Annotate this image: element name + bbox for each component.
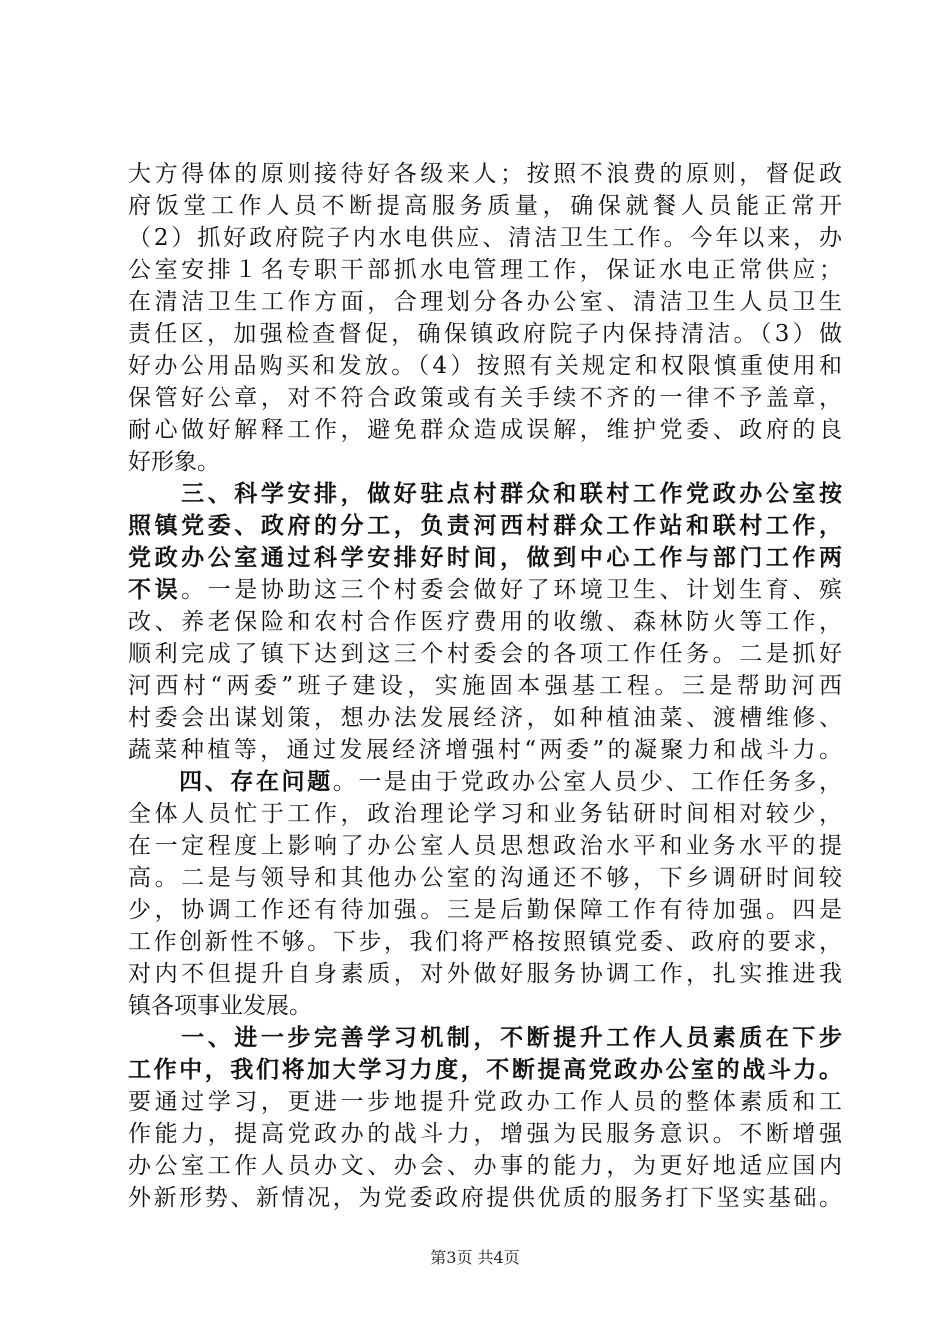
text-segment: 蔬菜种植等，通过发展经济增强村“两委”的凝聚力和战斗力。 — [128, 737, 842, 763]
bold-text-segment: 不误 — [128, 576, 182, 603]
text-segment: （2）抓好政府院子内水电供应、清洁卫生工作。今年以来，办 — [128, 225, 842, 251]
text-line — [128, 414, 842, 446]
text-line — [128, 350, 842, 382]
text-segment: 。一是协助这三个村委会做好了环境卫生、计划生育、殡 — [181, 577, 842, 603]
text-segment: 办公室工作人员办文、办会、办事的能力，为更好地适应国内 — [128, 1153, 842, 1179]
text-segment: 保管好公章，对不符合政策或有关手续不齐的一律不予盖章， — [128, 385, 842, 411]
text-segment: 责任区，加强检查督促，确保镇政府院子内保持清洁。（3）做 — [128, 321, 842, 347]
bold-text-segment: 党政办公室通过科学安排好时间，做到中心工作与部门工作两 — [128, 544, 842, 571]
text-line — [128, 1054, 842, 1086]
page-number-label: 第3页 共4页 — [430, 1248, 520, 1267]
text-line — [128, 926, 842, 958]
text-segment: 好办公用品购买和发放。（4）按照有关规定和权限慎重使用和 — [128, 353, 842, 379]
text-segment: 镇各项事业发展。 — [128, 993, 312, 1019]
text-segment: 要通过学习，更进一步地提升党政办工作人员的整体素质和工 — [128, 1089, 842, 1115]
text-segment: 外新形势、新情况，为党委政府提供优质的服务打下坚实基础。 — [128, 1185, 842, 1211]
text-segment: 府饭堂工作人员不断提高服务质量，确保就餐人员能正常开 — [128, 193, 842, 219]
text-segment: 河西村“两委”班子建设，实施固本强基工程。三是帮助河西 — [128, 673, 842, 699]
text-line — [128, 606, 842, 638]
text-line — [128, 1150, 842, 1182]
text-line — [128, 190, 842, 222]
text-line — [128, 894, 842, 926]
text-segment: 。一是由于党政办公室人员少、工作任务多， — [332, 769, 842, 795]
bold-text-segment: 工作中，我们将加大学习力度，不断提高党政办公室的战斗力。 — [128, 1056, 842, 1083]
text-line — [128, 1022, 842, 1054]
bold-text-segment: 一、进一步完善学习机制，不断提升工作人员素质在下步 — [128, 1024, 842, 1051]
text-line — [128, 1182, 842, 1214]
text-line — [128, 254, 842, 286]
text-line — [128, 862, 842, 894]
text-line — [128, 318, 842, 350]
text-segment: 全体人员忙于工作，政治理论学习和业务钻研时间相对较少， — [128, 801, 842, 827]
text-line — [128, 158, 842, 190]
text-line — [128, 830, 842, 862]
text-line — [128, 638, 842, 670]
text-line — [128, 958, 842, 990]
text-segment: 改、养老保险和农村合作医疗费用的收缴、森林防火等工作， — [128, 609, 842, 635]
bold-text-segment: 照镇党委、政府的分工，负责河西村群众工作站和联村工作， — [128, 512, 842, 539]
text-segment: 耐心做好解释工作，避免群众造成误解，维护党委、政府的良 — [128, 417, 842, 443]
page-footer — [0, 1245, 950, 1268]
text-line — [128, 222, 842, 254]
text-line — [128, 670, 842, 702]
text-segment: 高。二是与领导和其他办公室的沟通还不够，下乡调研时间较 — [128, 865, 842, 891]
text-line — [128, 766, 842, 798]
text-line — [128, 1086, 842, 1118]
text-line — [128, 286, 842, 318]
text-line — [128, 734, 842, 766]
text-line — [128, 382, 842, 414]
text-line — [128, 798, 842, 830]
text-line — [128, 542, 842, 574]
text-segment: 村委会出谋划策，想办法发展经济，如种植油菜、渡槽维修、 — [128, 705, 842, 731]
text-segment: 在清洁卫生工作方面，合理划分各办公室、清洁卫生人员卫生 — [128, 289, 842, 315]
text-segment: 好形象。 — [128, 449, 220, 475]
text-line — [128, 702, 842, 734]
text-segment: 少，协调工作还有待加强。三是后勤保障工作有待加强。四是 — [128, 897, 842, 923]
text-line — [128, 1118, 842, 1150]
text-segment: 对内不但提升自身素质，对外做好服务协调工作，扎实推进我 — [128, 961, 842, 987]
text-line — [128, 510, 842, 542]
document-body — [128, 158, 842, 1214]
text-segment: 大方得体的原则接待好各级来人；按照不浪费的原则，督促政 — [128, 161, 842, 187]
text-segment: 工作创新性不够。下步，我们将严格按照镇党委、政府的要求， — [128, 929, 842, 955]
bold-text-segment: 四、存在问题 — [128, 768, 333, 795]
text-line — [128, 990, 842, 1022]
text-line — [128, 574, 842, 606]
bold-text-segment: 三、科学安排，做好驻点村群众和联村工作党政办公室按 — [128, 480, 842, 507]
text-line — [128, 478, 842, 510]
text-segment: 在一定程度上影响了办公室人员思想政治水平和业务水平的提 — [128, 833, 842, 859]
text-segment: 顺利完成了镇下达到这三个村委会的各项工作任务。二是抓好 — [128, 641, 842, 667]
text-segment: 公室安排１名专职干部抓水电管理工作，保证水电正常供应； — [128, 257, 842, 283]
text-segment: 作能力，提高党政办的战斗力，增强为民服务意识。不断增强 — [128, 1121, 842, 1147]
text-line — [128, 446, 842, 478]
